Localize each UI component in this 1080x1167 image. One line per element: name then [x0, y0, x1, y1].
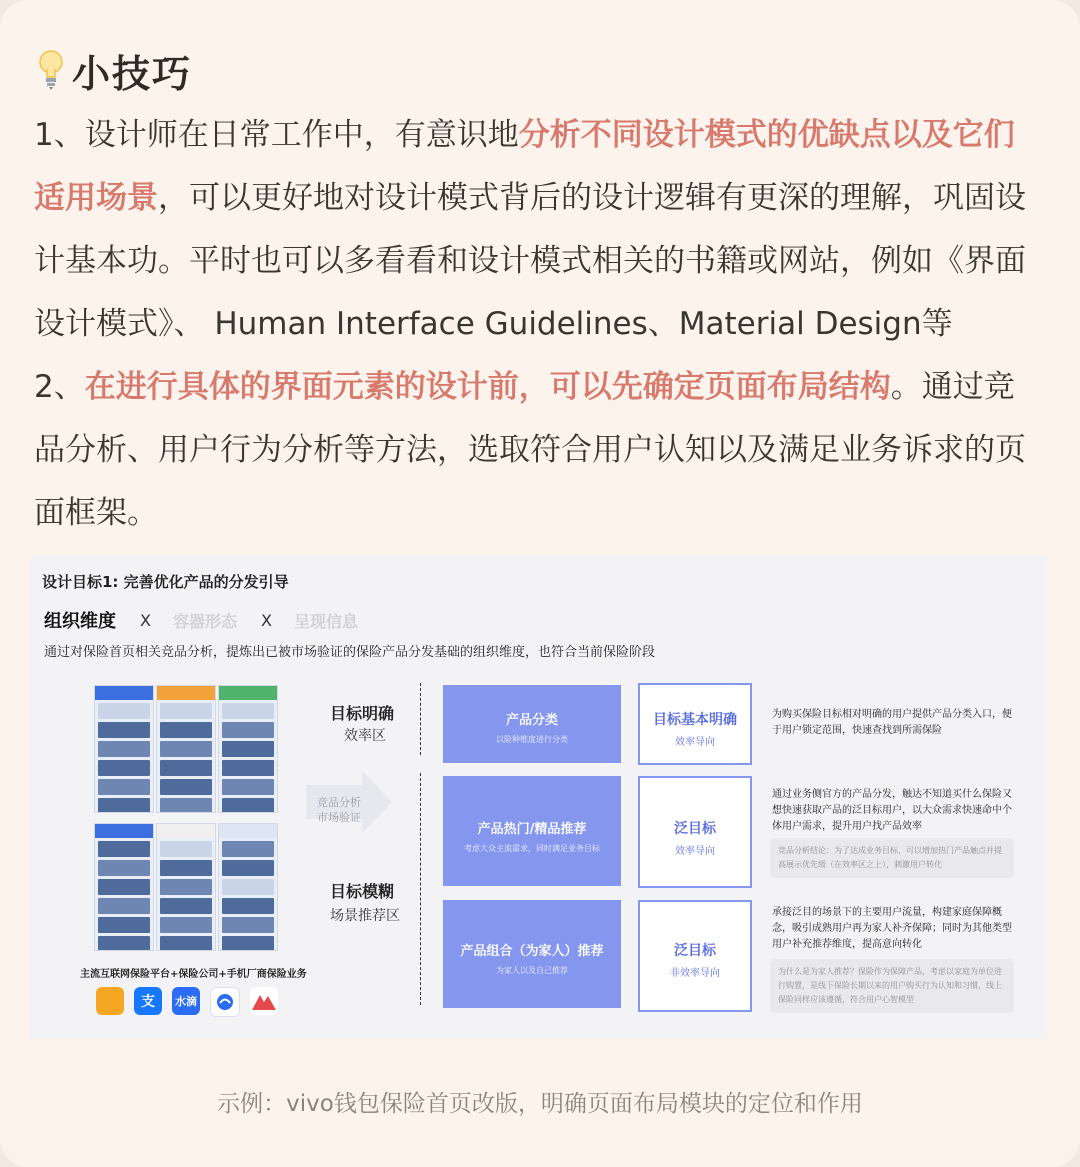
tag-subtitle: 非效率导向 — [670, 968, 720, 979]
box-title: 产品组合（为家人）推荐 — [460, 944, 604, 959]
p1-highlight-b: 适用场景 — [34, 180, 158, 216]
arrow-label-line-1: 竞品分析 — [317, 796, 361, 809]
phone-screenshot — [156, 685, 216, 813]
shuidi-logo-icon: 水滴 — [172, 987, 200, 1015]
row-note: 为购买保险目标相对明确的用户提供产品分类入口，便于用户锁定范围，快速查找到所需保险 — [772, 709, 1012, 736]
app-logos — [96, 987, 288, 1017]
zone1-range-line — [420, 683, 421, 755]
p1-tail-b: 计基本功。平时也可以多看看和设计模式相关的书籍或网站，例如《界面 — [34, 243, 1026, 279]
figure-description: 通过对保险首页相关竞品分析，提炼出已被市场验证的保险产品分发基础的组织维度，也符合当前保险阶段 — [44, 645, 656, 660]
box-subtitle: 考虑大众主流需求，同时满足业务目标 — [464, 844, 600, 853]
p1-tail-c: 设计模式》、 Human Interface Guidelines、Material Design等 — [34, 306, 953, 342]
tag-box — [638, 683, 752, 765]
dimension-separator: X — [140, 610, 151, 630]
app-logo-icon — [210, 987, 240, 1017]
app-logo-icon — [250, 987, 278, 1015]
paragraph-2 — [34, 356, 1054, 545]
box-title: 产品热门/精品推荐 — [477, 822, 587, 837]
tag-box — [638, 776, 752, 888]
category-box — [443, 685, 621, 763]
tag-title: 目标基本明确 — [653, 712, 737, 728]
family-recommend-box — [443, 900, 621, 1008]
arrow-label-line-2: 市场验证 — [317, 811, 361, 824]
tag-title: 泛目标 — [674, 943, 716, 959]
p2-tail-c: 面框架。 — [34, 495, 158, 531]
row-note: 通过业务侧官方的产品分发，触达不知道买什么保险又想快速获取产品的泛目标用户，以大众需求快速命中个体用户需求，提升用户找产品效率 — [772, 789, 1012, 832]
title-row — [36, 44, 192, 96]
row-subnote: 为什么是为家人推荐？保险作为保障产品，考虑以家庭为单位进行购置，是线下保险长期以来的用户购买行为认知和习惯，线上保险同样应该遵循，符合用户心智模型 — [770, 959, 1014, 1013]
dimension-faded-1: 容器形态 — [172, 611, 237, 631]
zone1-subtitle: 效率区 — [344, 728, 386, 744]
tag-subtitle: 效率导向 — [675, 737, 715, 748]
tag-box — [638, 900, 752, 1012]
app-logo-icon — [96, 987, 124, 1015]
p2-highlight: 在进行具体的界面元素的设计前，可以先确定页面布局结构 — [84, 369, 891, 405]
paragraph-1 — [34, 104, 1054, 356]
tag-subtitle: 效率导向 — [675, 846, 715, 857]
zone2-range-line — [420, 773, 421, 1005]
zone2-subtitle: 场景推荐区 — [330, 908, 400, 924]
example-figure — [30, 555, 1047, 1039]
screenshots-caption: 主流互联网保险平台+保险公司+手机厂商保险业务 — [80, 969, 307, 980]
phone-screenshot — [218, 685, 278, 813]
alipay-logo-icon: 支 — [134, 987, 162, 1015]
lightbulb-icon — [36, 47, 66, 93]
row-subnote: 竞品分析结论：为了达成业务目标，可以增加热门产品触点并提高展示优先级（在效率区之上），刺激用户转化 — [770, 838, 1014, 878]
zone1-title: 目标明确 — [330, 704, 395, 723]
dimension-active: 组织维度 — [44, 611, 116, 632]
figure-title: 设计目标1: 完善优化产品的分发引导 — [42, 573, 289, 591]
arrow-label — [317, 795, 361, 825]
hot-recommend-box — [443, 776, 621, 886]
phone-screenshot — [156, 823, 216, 951]
dimension-row — [44, 607, 358, 633]
p2-tail-a: 。通过竞 — [890, 369, 1015, 405]
phone-screenshot — [218, 823, 278, 951]
box-subtitle: 以险种维度进行分类 — [496, 735, 568, 744]
dimension-separator: X — [260, 610, 272, 630]
p2-tail-b: 品分析、用户行为分析等方法，选取符合用户认知以及满足业务诉求的页 — [34, 432, 1026, 468]
phone-screenshot — [94, 685, 154, 813]
figure-caption: 示例：vivo钱包保险首页改版，明确页面布局模块的定位和作用 — [217, 1091, 863, 1117]
dimension-faded-2: 呈现信息 — [293, 611, 358, 631]
box-title: 产品分类 — [505, 713, 558, 728]
p1-highlight-a: 分析不同设计模式的优缺点以及它们 — [518, 117, 1015, 153]
p2-lead: 2、 — [34, 369, 85, 405]
competitor-screenshots — [90, 685, 280, 955]
p1-tail-a: ，可以更好地对设计模式背后的设计逻辑有更深的理解，巩固设 — [158, 180, 1026, 216]
page-title: 小技巧 — [72, 51, 193, 96]
row-note: 承接泛目的场景下的主要用户流量，构建家庭保障概念，吸引成熟用户再为家人补齐保障；同时为其他类型用户补充推荐维度，提高意向转化 — [772, 907, 1012, 950]
tag-title: 泛目标 — [674, 821, 716, 837]
zone2-title: 目标模糊 — [330, 882, 395, 901]
phone-screenshot — [94, 823, 154, 951]
box-subtitle: 为家人以及自己推荐 — [496, 966, 568, 975]
p1-lead: 1、设计师在日常工作中，有意识地 — [34, 117, 519, 153]
